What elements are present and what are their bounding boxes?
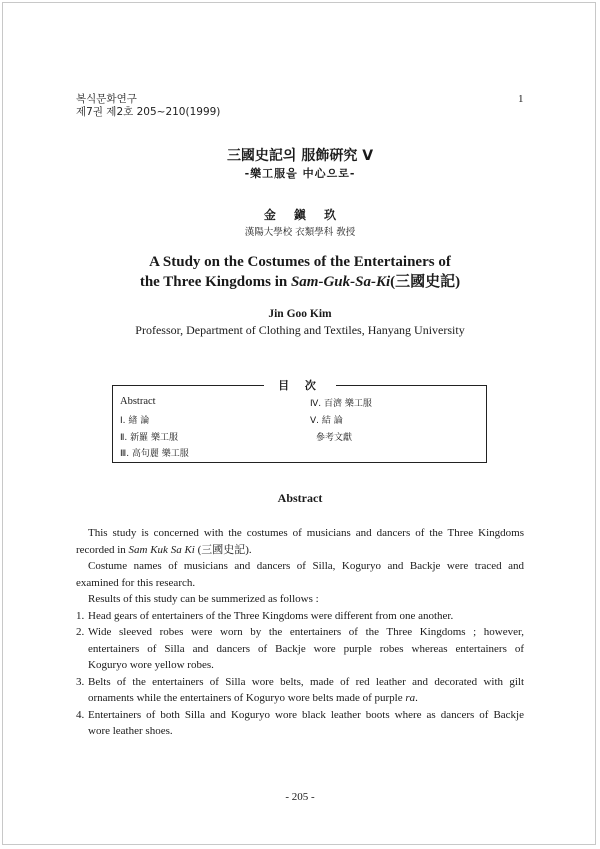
list-line: Wide sleeved robes were worn by the entertainers of the Three Kingdoms ; however,: [88, 626, 524, 638]
toc-title: 目 次: [264, 377, 336, 393]
toc-item: Ⅴ. 結 論: [310, 416, 343, 426]
journal-name: 복식문화연구: [76, 93, 137, 105]
korean-affiliation: 漢陽大學校 衣類學科 敎授: [244, 227, 356, 238]
list-line: wore leather shoes.: [88, 725, 173, 737]
english-title-line1: A Study on the Costumes of the Entertainers of: [149, 254, 451, 270]
toc-item: Abstract: [120, 396, 156, 407]
journal-issue: 제7권 제2호 205~210(1999): [76, 106, 221, 118]
english-title-prefix: the Three Kingdoms in: [139, 274, 291, 290]
list-line: entertainers of Silla and dancers of Backje wore purple robes whereas entertainers of: [88, 642, 524, 655]
list-italic: ra: [405, 692, 416, 704]
english-title-suffix: (三國史記): [390, 274, 461, 290]
toc-item: Ⅰ. 緖 論: [120, 416, 150, 426]
toc-item: Ⅲ. 高句麗 樂工服: [120, 449, 189, 459]
toc-item: Ⅱ. 新羅 樂工服: [120, 433, 179, 443]
list-text: [88, 674, 524, 707]
list-text: [88, 608, 524, 625]
toc-item: 參考文獻: [316, 433, 353, 443]
abstract-line: Results of this study can be summerized as follows :: [88, 593, 319, 605]
list-item: [76, 624, 524, 674]
abstract-line: [76, 542, 524, 559]
page-number: 1: [518, 93, 524, 105]
abstract-text: recorded in: [76, 543, 129, 556]
list-item: [76, 674, 524, 707]
korean-author: 金 鎭 玖: [263, 208, 337, 222]
list-item: [76, 608, 524, 625]
list-line: [88, 690, 524, 707]
korean-subtitle: -樂工服을 中心으로-: [244, 167, 356, 180]
english-title-italic: Sam-Guk-Sa-Ki: [290, 274, 391, 290]
list-text: [88, 707, 524, 740]
english-title: [0, 252, 600, 292]
journal-header: [76, 93, 220, 119]
list-text-segment: .: [415, 692, 418, 704]
list-line: Belts of the entertainers of Silla wore belts, made of red leather and decorated with gilt: [88, 675, 524, 688]
english-title-line2: [0, 272, 600, 292]
abstract-text: (三國史記).: [194, 543, 252, 556]
abstract-italic: Sam Kuk Sa Ki: [128, 543, 195, 556]
list-number: 1.: [76, 609, 85, 622]
list-number: 4.: [76, 708, 85, 721]
abstract-heading: Abstract: [277, 491, 323, 505]
list-line: Entertainers of both Silla and Koguryo wore black leather boots where as dancers of Backje: [88, 708, 524, 721]
list-item: [76, 707, 524, 740]
abstract-line: examined for this research.: [76, 576, 196, 589]
list-text: [88, 624, 524, 674]
list-line: Head gears of entertainers of the Three Kingdoms were different from one another.: [88, 609, 454, 622]
abstract-line: Costume names of musicians and dancers of Silla, Koguryo and Backje were traced and: [88, 560, 524, 572]
abstract-body: [76, 525, 524, 740]
list-line: Koguryo wore yellow robes.: [88, 659, 214, 671]
abstract-line: This study is concerned with the costumes of musicians and dancers of the Three Kingdoms: [88, 527, 524, 539]
toc-item: Ⅳ. 百濟 樂工服: [310, 399, 372, 409]
footer-page-number: - 205 -: [285, 791, 315, 803]
list-number: 2.: [76, 626, 85, 638]
list-text-segment: ornaments while the entertainers of Koguryo wore belts made of purple: [88, 692, 406, 704]
english-affiliation: Professor, Department of Clothing and Textiles, Hanyang University: [135, 323, 465, 337]
english-author: Jin Goo Kim: [268, 308, 332, 320]
korean-title: 三國史記의 服飾硏究 Ⅴ: [226, 148, 374, 164]
list-number: 3.: [76, 675, 85, 688]
